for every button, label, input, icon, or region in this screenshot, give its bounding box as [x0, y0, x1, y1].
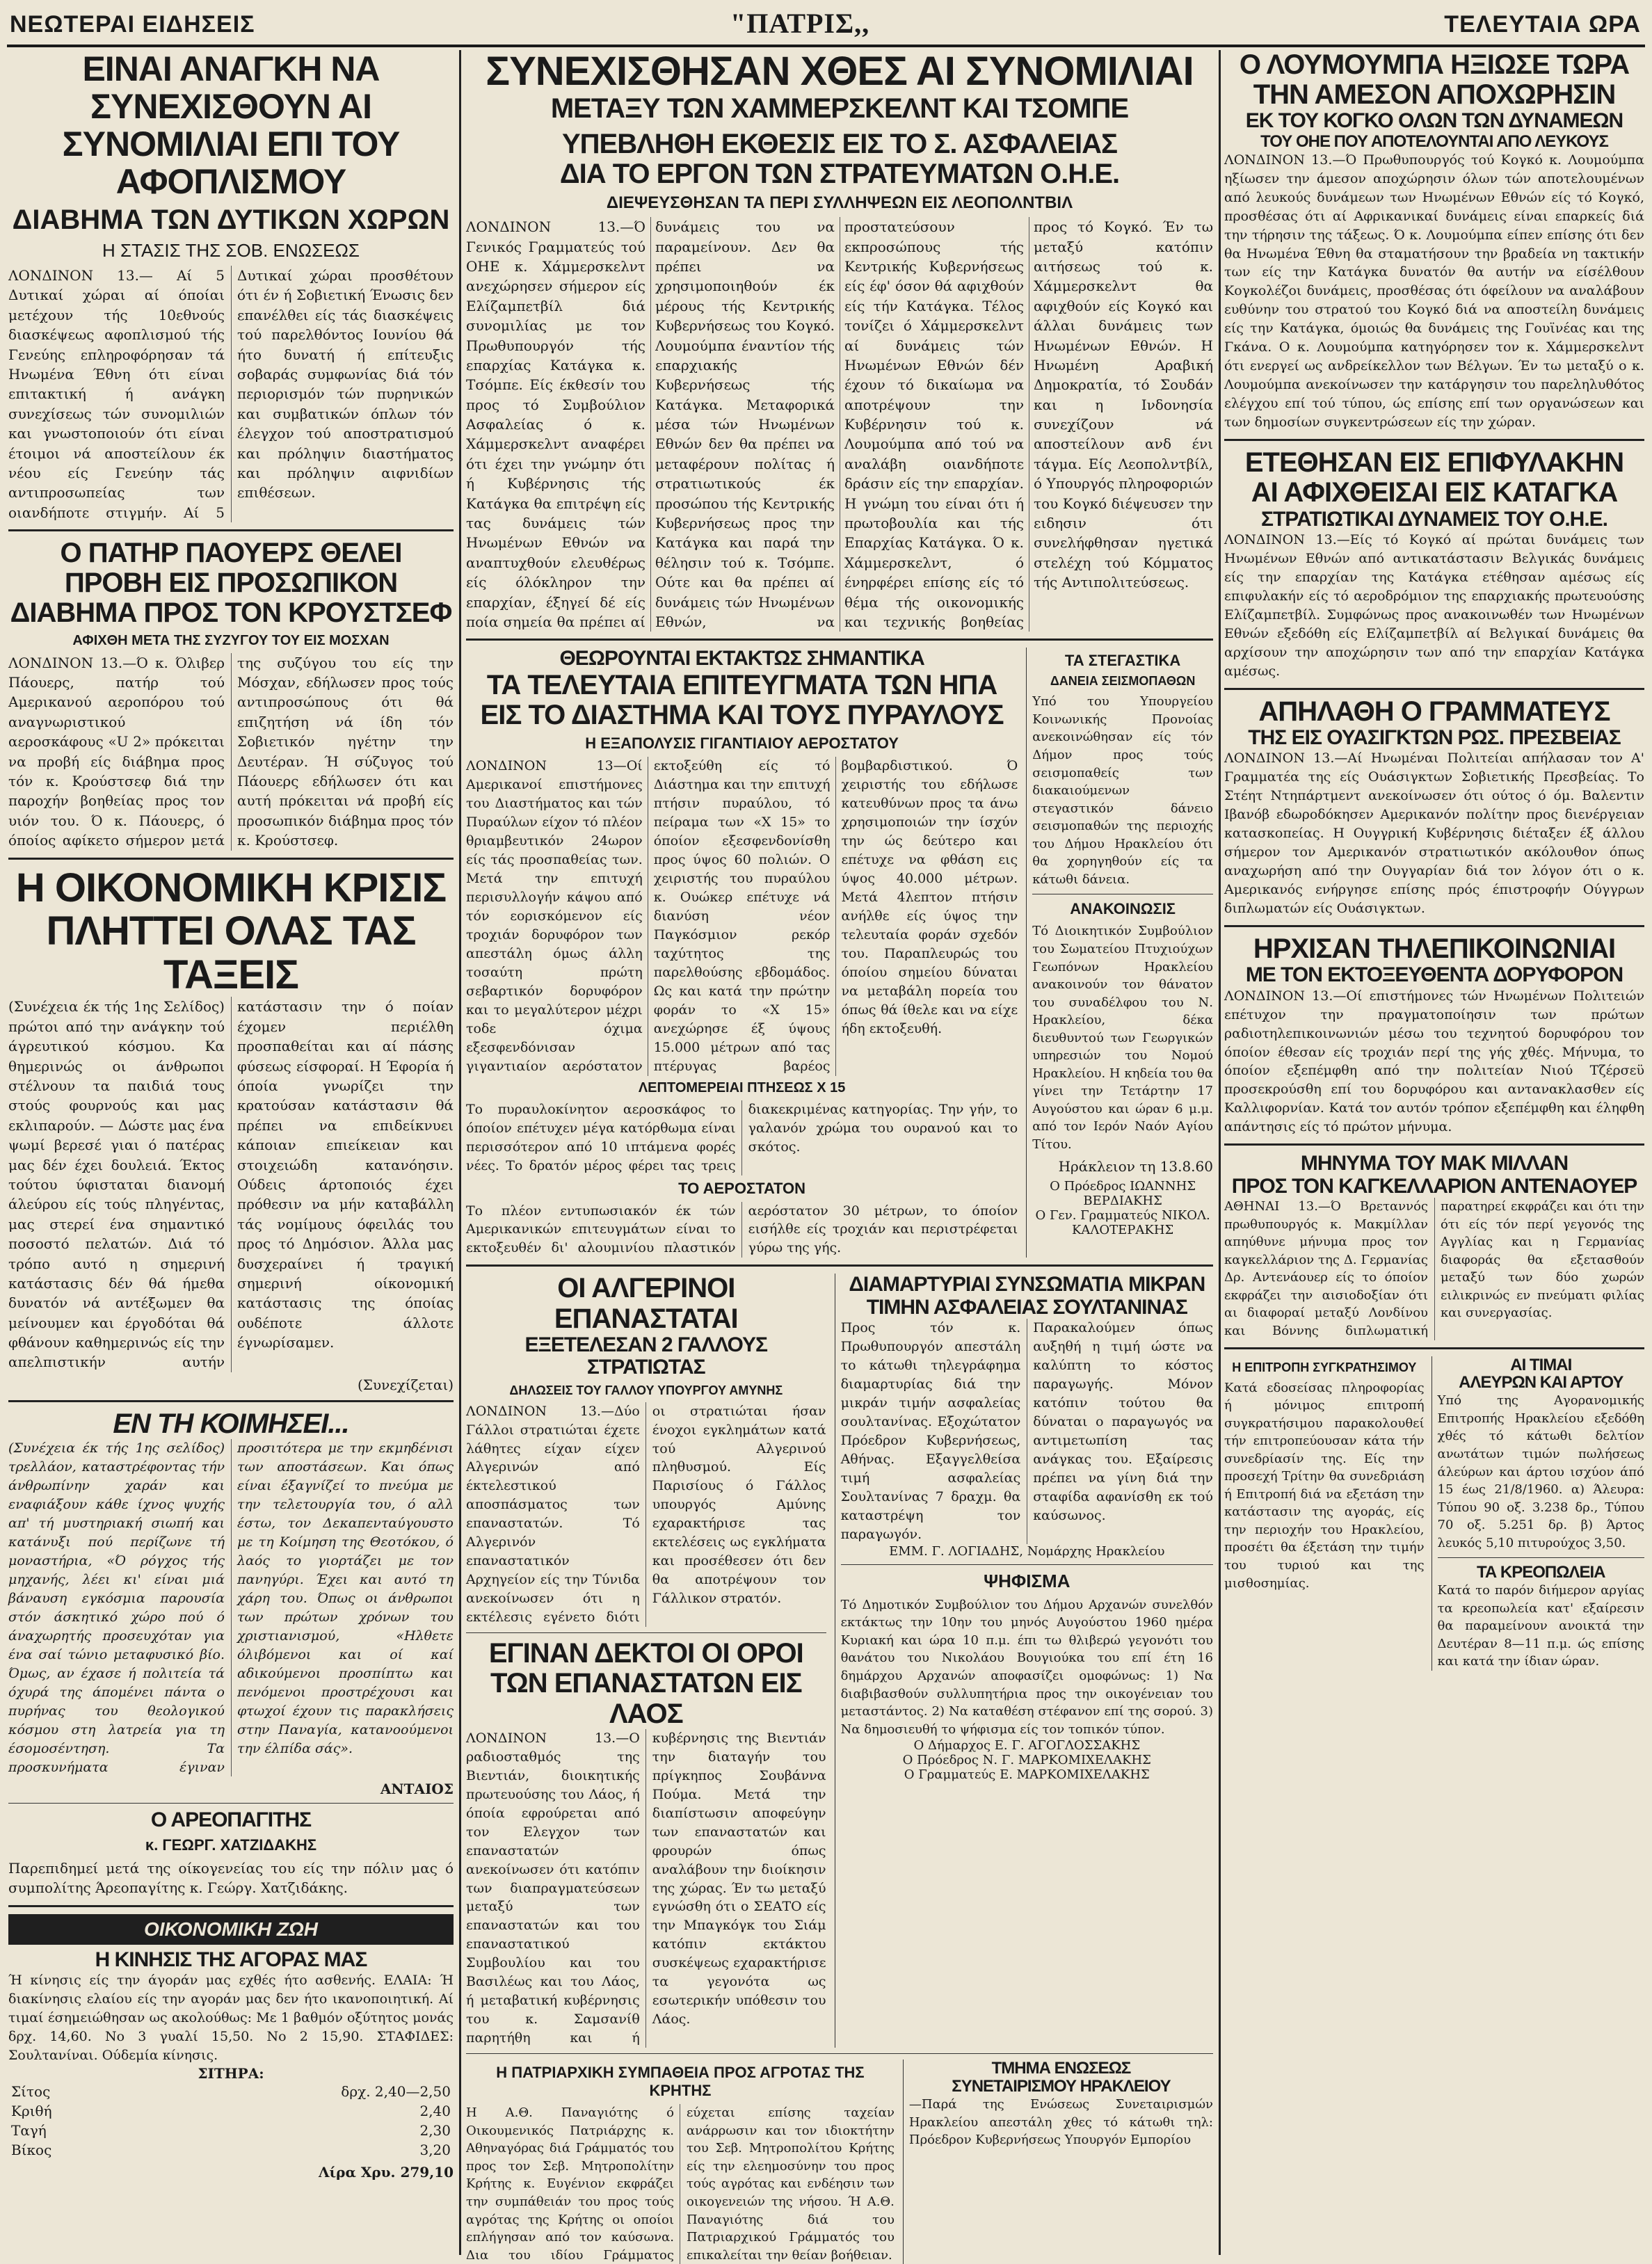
- article-body: ΛΟΝΔΙΝΟΝ 13.—Οί επιστήμονες τών Ηνωμένων Πολιτειών επέτυχον την πραγματοποίησιν των πρώτων ραδιοτηλεπικοινωνιών μέσω του τεχνητού δορυφόρου τον όποίον έθεσαν είς τροχιάν περί της γής χθές. Μήνυμα, το όποίον εξεπέμφθη από την πολιτείαν Νιού Τζέρσεϋ προσεκρούσθη επί του δορυφόρου και αντανακλασθεν είς Καλλιφορνίαν. Κατά τον αυτόν τρόπον εξεπέμφθη και έληφθη απάντησις είς τό πρώτον μήνυμα.: [1224, 988, 1644, 1135]
- column-rule: [1219, 50, 1221, 2255]
- headline-macmillan-2: ΠΡΟΣ ΤΟΝ ΚΑΓΚΕΛΛΑΡΙΟΝ ΑΝΤΕΝΑΟΥΕΡ: [1231, 1174, 1637, 1198]
- headline-telecom-2: ΜΕ ΤΟΝ ΕΚΤΟΞΕΥΘΕΝΤΑ ΔΟΡΥΦΟΡΟΝ: [1245, 963, 1623, 987]
- subheadline: ΤΟ ΑΕΡΟΣΤΑΤΟΝ: [678, 1179, 806, 1197]
- article-body: ΛΟΝΔΙΝΟΝ 13.—Είς τό Κογκό αί πρώται δυνάμεις των Ηνωμένων Εθνών από αντικατάστασιν Βελγικάς δυνάμεις είς την επαρχίαν της Κατάγκα ετέθησαν αμέσως είς επιφυλακήν είς τό αεροδρόμιον της επαρχιακής πρωτευούσης Ελίζαμπετβίλ. Συμφώνως προς ανακοινωθέν των Ηνωμένων Εθνών εξεδόθη είς Ελίζαμπετβίλ αί Βελγικαί δυνάμεις θα αρχίσουν την αποχώρησιν των από την επαρχίαν Κατάγκα αμέσως.: [1224, 531, 1644, 679]
- article-body: Η Α.Θ. Παναγιότης ό Οικουμενικός Πατριάρχης κ. Αθηναγόρας διά Γράμματός του προς τον Σεβ. Μητροπολίτην Κρήτης κ. Ευγένιον εκφράζει την συμπάθειάν του προς τούς αγρότας της Κρήτης οι οποίοι επλήγησαν από τον καύσωνα. Δια του ιδίου Γράμματος εύχεται επίσης ταχείαν ανάρρωσιν και τον ιδιοκτήτην του Σεβ. Μητροπολίτου Κρήτης είς την ελεημοσύνην του προς τούς αγρότας και ενδέησιν των οικογενειών της νήσου. Ή Α.Θ. Παναγιότης διά του Πατριαρχικού Γράμματός του επικαλείται την θείαν βοήθειαν.: [466, 2105, 895, 2263]
- divider: [8, 1905, 454, 1907]
- headline-telecom: ΗΡΧΙΣΑΝ ΤΗΛΕΠΙΚΟΙΝΩΝΙΑΙ: [1253, 933, 1616, 965]
- headline-lumumba-3: ΕΚ ΤΟΥ ΚΟΓΚΟ ΟΛΩΝ ΤΩΝ ΔΥΝΑΜΕΩΝ: [1245, 109, 1623, 133]
- signature: Ο Γεν. Γραμματεύς ΝΙΚΟΛ. ΚΑΛΟΤΕΡΑΚΗΣ: [1035, 1207, 1210, 1237]
- table-row: Σίτος δρχ. 2,40—2,50: [11, 2082, 451, 2100]
- gold-price: Λίρα Χρυ. 279,10: [318, 2163, 454, 2181]
- headline-vote: ΨΗΦΙΣΜΑ: [984, 1570, 1070, 1591]
- divider: [1224, 688, 1644, 690]
- headline-patriarch: Η ΠΑΤΡΙΑΡΧΙΚΗ ΣΥΜΠΑΘΕΙΑ ΠΡΟΣ ΑΓΡΟΤΑΣ ΤΗΣ ΚΡΗΤΗΣ: [496, 2064, 865, 2100]
- article-body: ΛΟΝΔΙΝΟΝ 13—Οί Αμερικανοί επιστήμονες του Διαστήματος και τών Πυραύλων είχον τό πλέον θριαμβευτικόν 24ωρον είς τάς προσπαθείας των. Μετά την επιτυχή περισυλλογήν κάψου από τόν εορισκόμενον είς τροχιάν δορυφόρον των απεστάλη όμως άλλη τοσαύτη πρώτη σεβαρτικόν δορυφόρον και το μεγαλύτερον μέχρι τοδε όχιμα εξεσφενδόνισαν γιγαντιαίον αερόστατον εκτοξεύθη είς τό Διάστημα και την επιτυχή πτήσιν πυραύλου, τό πείραμα των «Χ 15» το όποίον εξεσφενδονίσθη προς ύψος 60 πολιών. Ο χειριστής του πυραύλου κ. Ουώκερ επέτυχε νά διανύση νέον Παγκόσμιον ρεκόρ ταχύτητος της παρελθούσης εβδομάδος. Ως και κατά την πρώτην φοράν το «Χ 15» ανεχώρησε έξ ύψους 15.000 μέτρων από τας πτέρυγας βαρέος βομβαρδιστικού. Ό χειριστής του εδήλωσε κατευθύνων προς τα άνω χρησιμοποιών την ίσχύν την ώς δεύτερο και επέτυχε να φθάση εις ύψος 40.000 μέτρων. Μετά 4λεπτον πτήσιν ανήλθε είς ύψος την τελευταία φοράν σχεδόν του. Παραπλευρώς του όποίου σημείου δύναται να μεταβάλη πορεία του όπως θά ίθελε και να είχε ήδη εκτοξευθή.: [466, 758, 1018, 1074]
- headline-powers: Ο ΠΑΤΗΡ ΠΑΟΥΕΡΣ ΘΕΛΕΙ ΠΡΟΒΗ ΕΙΣ ΠΡΟΣΩΠΙΚΟΝ ΔΙΑΒΗΜΑ ΠΡΟΣ ΤΟΝ ΚΡΟΥΣΤΣΕΦ: [10, 538, 452, 629]
- article-body: Το πλέον εντυπωσιακόν έκ τών Αμερικανικών επιτευγμάτων είναι το εκτοξευθέν δι' αλουμινίου πλαστικόν αερόστατον 30 μέτρων, το όποίον εισήλθε είς τροχιάν και περιστρέφεται γύρω της γής.: [466, 1203, 1018, 1256]
- headline-disarmament: ΕΙΝΑΙ ΑΝΑΓΚΗ ΝΑ ΣΥΝΕΧΙΣΘΟΥΝ ΑΙ ΣΥΝΟΜΙΛΙΑΙ ΕΠΙ ΤΟΥ ΑΦΟΠΛΙΣΜΟΥ: [62, 49, 400, 201]
- masthead-title: "ΠΑΤΡΙΣ,,: [730, 8, 870, 39]
- column-center: [466, 50, 1213, 2264]
- article-body: ΑΘΗΝΑΙ 13.—Ό Βρεταννός πρωθυπουργός κ. Μακμίλλαν απηύθυνε μήνυμα προς τον καγκελλάριον της Δ. Γερμανίας Δρ. Αντενάουερ είς το όποίον εκφράζει την αισιοδοξίαν ότι αι διαφοραί μεταξύ Λονδίνου και Βόννης διπλωματική παρατηρεί εκφράζει και ότι την ότι είς τόν περί γεγονός της Αγγλίας και η Γερμανίας διαφοράς θα εξετασθούν μεταξύ των δύο χωρών ειλικρινώς εν πνεύματι φιλίας και συνεργασίας.: [1224, 1199, 1644, 1338]
- headline-talks: ΣΥΝΕΧΙΣΘΗΣΑΝ ΧΘΕΣ ΑΙ ΣΥΝΟΜΙΛΙΑΙ: [486, 49, 1194, 94]
- headline-talks-2: ΜΕΤΑΞΥ ΤΩΝ ΧΑΜΜΕΡΣΚΕΛΝΤ ΚΑΙ ΤΣΟΜΠΕ: [550, 93, 1129, 124]
- headline-space-2: ΤΑ ΤΕΛΕΥΤΑΙΑ ΕΠΙΤΕΥΓΜΑΤΑ ΤΩΝ ΗΠΑ: [486, 669, 997, 700]
- subheadline: ΔΑΝΕΙΑ ΣΕΙΣΜΟΠΑΘΩΝ: [1050, 674, 1196, 689]
- headline-sultanina: ΔΙΑΜΑΡΤΥΡΙΑΙ ΣΥΝΣΩΜΑΤΙΑ ΜΙΚΡΑΝ: [849, 1273, 1205, 1296]
- divider: [8, 1400, 454, 1402]
- headline-lumumba-2: ΤΗΝ ΑΜΕΣΟΝ ΑΠΟΧΩΡΗΣΙΝ: [1253, 79, 1616, 111]
- article-body: Υπό της Αγορανομικής Επιτροπής Ηρακλείου εξεδόθη χθές τό κάτωθι δελτίον ανωτάτων τιμών πωλήσεως άλεύρων και άρτου ισχύον άπό 15 έως 21/8/1960. α) Άλευρα: Τύπου 90 οξ. 3.238 δρ., Τύπου 70 οξ. 5.251 δρ. β) Άρτος λευκός 5,10 πιτυρούχος 3,50.: [1437, 1393, 1644, 1550]
- article-body: (Συνέχεια έκ τής 1ης Σελίδος) πρώτοι από την ανάγκην τού άγρευτικού κόσμου. Κα θημερινώς οι άνθρωποι στέλνουν τα παιδιά τους στούς φουρνούς και μας εκλιπαρούν. — Δώστε μας ένα ψωμί βερεσέ γιαι ό πατέρας μας δέν έχει δουλειά. Έκτος τούτου ύφισταται διανομή άλεύρου είς τούς πληγέντας, μας στερεί ένα σημαντικό ποσοστό πελατών. Διά τό τρόπο αυτό η σημερινή κατάστασις δέν θά ήμεθα δυνατόν νά αντέξωμεν θα μείνουμεν και έργοδόται θά φθάνουν καθημερινώς είς την απελπιστικήν αυτήν κατάστασιν την ό ποίαν έχομεν περιέλθη προσπαθείται και αί πάσης φύσεως είσφοραί. Η Έφορία ή όποία γνωρίζει την κρατούσαν κατάστασιν θά πρέπει να επιδείκνυει κάποιαν επιείκειαν και στοιχειώδη κατανόησιν. Ούδεις άρτοποιός έχει πρόθεσιν να μήν καταβάλλη τάς νομίμους όφειλάς του προς τό Δημόσιον. Άλλα μας δυσχεραίνει ή τραγική σημερινή οίκονομική κατάστασις της όποίας ουδέποτε άλλοτε έγνωρίσαμεν.: [8, 998, 454, 1371]
- grain-header: ΣΙΤΗΡΑ:: [198, 2064, 264, 2082]
- headline-expelled: ΑΠΗΛΑΘΗ Ο ΓΡΑΜΜΑΤΕΥΣ: [1258, 696, 1610, 727]
- signature: Ο Γραμματεύς Ε. ΜΑΡΚΟΜΙΧΕΛΑΚΗΣ: [904, 1767, 1150, 1783]
- divider: [1224, 439, 1644, 441]
- article-body: ΛΟΝΔΙΝΟΝ 13.—Ο ραδιοσταθμός της Βιεντιάν, διοικητικής πρωτευούσης του Λάος, ή όποία εφρούρεται από τον Ελεγχον των επαναστατών ανεκοίνωσεν ότι κατόπιν των διαπραγματεύσεων μεταξύ των επαναστατών και του επαναστατικού Συμβουλίου και του Βασιλέως και του Λάος, ή μεταβατική κυβέρνησις του κ. Σαμσανίθ παρητήθη και ή κυβέρνησις της Βιεντιάν την διαταγήν του πρίγκηπος Σουβάννα Πούμα. Μετά την διαπίστωσιν αποφεύγην των επαναστατών και φρουρών όπως αναλάβουν την διοίκησιν της χώρας. Έν τω μεταξύ εγνώσθη ότι ο ΣΕΑΤΟ είς την Μπαγκόγκ του Σιάμ κατόπιν εκτάκτου συσκέψεως εχαρακτήρισε τα γεγονότα ως εσωτερικήν υπόθεσιν του Λάος.: [466, 1730, 826, 2046]
- headline-algeria-2: ΕΞΕΤΕΛΕΣΑΝ 2 ΓΑΛΛΟΥΣ ΣΤΡΑΤΙΩΤΑΣ: [524, 1333, 768, 1379]
- headline-sultanina-2: ΤΙΜΗΝ ΑΣΦΑΛΕΙΑΣ ΣΟΥΛΤΑΝΙΝΑΣ: [866, 1295, 1187, 1319]
- subheadline: ΔΗΛΩΣΕΙΣ ΤΟΥ ΓΑΛΛΟΥ ΥΠΟΥΡΓΟΥ ΑΜΥΝΗΣ: [509, 1383, 783, 1397]
- headline-space: ΘΕΩΡΟΥΝΤΑΙ ΕΚΤΑΚΤΩΣ ΣΗΜΑΝΤΙΚΑ: [559, 647, 924, 671]
- headline-butchers: ΤΑ ΚΡΕΟΠΩΛΕΙΑ: [1477, 1563, 1605, 1582]
- divider: [1224, 925, 1644, 927]
- subheadline: Η ΣΤΑΣΙΣ ΤΗΣ ΣΟΒ. ΕΝΩΣΕΩΣ: [102, 240, 360, 261]
- signature: Ο Δήμαρχος Ε. Γ. ΑΓΟΓΛΟΣΣΑΚΗΣ: [913, 1738, 1141, 1753]
- column-rule: [459, 50, 461, 2255]
- divider: [466, 1632, 826, 1633]
- article-body: Υπό του Υπουργείου Κοινωνικής Προνοίας ανεκοινώθησαν είς τόν Δήμον προς τούς σεισμοπαθείς των διακαιούμενων στεγαστικόν δάνειο σεισμοπαθών της περιοχής του Δήμου Ηρακλείου ότι θα χορηγηθούν είς τα κάτωθι δάνεια.: [1032, 694, 1213, 887]
- headline-laos: ΕΓΙΝΑΝ ΔΕΚΤΟΙ ΟΙ ΟΡΟΙ: [488, 1638, 803, 1669]
- divider: [8, 529, 454, 531]
- headline-prices: ΑΙ ΤΙΜΑΙ: [1510, 1355, 1572, 1374]
- headline-laos-2: ΤΩΝ ΕΠΑΝΑΣΤΑΤΩΝ ΕΙΣ ΛΑΟΣ: [490, 1668, 802, 1729]
- headline-expelled-2: ΤΗΣ ΕΙΣ ΟΥΑΣΙΓΚΤΩΝ ΡΩΣ. ΠΡΕΣΒΕΙΑΣ: [1248, 725, 1621, 749]
- article-body: ΛΟΝΔΙΝΟΝ 13.—Δύο Γάλλοι στρατιώται έχετε λάθητες είχαν είχεν Αλγερινών από έκτελεστικού αποσπάσματος των επαναστατών. Τό Αλγερινόν επαναστατικόν Αρχηγείον είς την Τύνιδα ανεκοίνωσεν ότι η εκτέλεσις εγένετο διότι οι στρατιώται ήσαν ένοχοι εγκλημάτων κατά τού Αλγερινού πληθυσμού. Είς Παρισίους ό Γάλλος υπουργός Αμύνης εχαρακτήρισε τας εκτελέσεις ως εγκλήματα και προσέθεσεν ότι δεν θα αποτρέψουν τον Γάλλικον στρατόν.: [466, 1403, 826, 1625]
- subheadline: Η ΕΞΑΠΟΛΥΣΙΣ ΓΙΓΑΝΤΙΑΙΟΥ ΑΕΡΟΣΤΑΤΟΥ: [585, 734, 899, 753]
- article-body: ΛΟΝΔΙΝΟΝ 13.—Ό Γενικός Γραμματεύς τού ΟΗΕ κ. Χάμμερσκελντ ανεχώρησεν σήμερον είς Ελίζαμπετβίλ διά συνομιλίας με τον Πρωθυπουργόν τής επαρχίας Κατάγκα κ. Τσόμπε. Είς έκθεσίν του προς τό Συμβούλιον Ασφαλείας ό κ. Χάμμερσκελντ αναφέρει ότι έχει την γνώμην ότι ή Κυβέρνησις τής Κατάγκα θα επιτρέψη είς τας δυνάμεις τών Ηνωμένων Εθνών να αναπτυχθούν ελευθέρως είς όλόκληρον την επαρχίαν, έξηγεί δέ είς ποία σημεία θα πρέπει αί δυνάμεις του να παραμείνουν. Δεν θα πρέπει να χρησιμοποιηθούν έκ μέρους τής Κεντρικής Κυβερνήσεως του Κογκό. Λουμούμπα έναντίον τής επαρχιακής Κυβερνήσεως τής Κατάγκα. Μεταφορικά μέσα τών Ηνωμένων Εθνών δεν θα πρέπει να μεταφέρουν πολίτας ή στρατιωτικούς έκ προσώπου τής Κεντρικής Κυβερνήσεως προς την Κατάγκα και παρά την θέλησιν τού κ. Τσόμπε. Ούτε και θα πρέπει αί δυνάμεις τών Ηνωμένων Εθνών, να προστατεύσουν εκπροσώπους τής Κεντρικής Κυβερνήσεως είς έφ' όσον θά αφιχθούν είς τήν Κατάγκα. Τέλος τονίζει ό Χάμμερσκελντ αί δυνάμεις τών Ηνωμένων Εθνών δέν έχουν τό δικαίωμα να αποτρέψουν την Κυβέρνησιν τού κ. Λουμούμπα από τού να αναλάβη οιανδήποτε δράσιν είς την επαρχίαν. Η γνώμη του είναι ότι ή πρωτοβουλία και τής Επαρχίας Κατάγκα. Ό κ. Χάμμερσκελντ, ό ένηρφέρει επίσης είς τό θέμα τής οικονομικής και τεχνικής βοηθείας προς τό Κογκό. Έν τω μεταξύ κατόπιν αιτήσεως τού κ. Χάμμερσκελντ θα αφιχθούν είς Κογκό και άλλαι δυνάμεις των Ηνωμένων Εθνών. Η Ηνωμένη Αραβική Δημοκρατία, τό Σουδάν και η Ινδονησία συνεχίζουν νά αποστείλουν ανδ ένι τάγμα. Είς Λεοπολντβίλ, ό Υπουργός πληροφοριών του Κογκό διέψευσεν την ειδησιν ότι συνελήφθησαν ηγετικά στελέχη τού Κόμματος τής Αντιπολιτεύσεως.: [466, 218, 1213, 630]
- article-body: ΛΟΝΔΙΝΟΝ 13.— Αί 5 Δυτικαί χώραι αί όποίαι μετέχουν τής 10εθνούς διασκέψεως αφοπλισμού τής Γενεύης επληροφόρησαν τά Ηνωμένα Έθνη ότι είναι επιτακτική ή ανάγκη συνεχίσεως τών συνομιλιών και γνωστοποιούν ότι είναι έτοιμοι νά αποστείλουν έκ νέου είς Γενεύην τάς αντιπροσωπείας των οιανδήποτε στιγμήν. Αί 5 Δυτικαί χώραι προσθέτουν ότι έν ή Σοβιετική Ένωσις δεν επανέλθει είς τάς διασκέψεις τού παρελθόντος Ιουνίου θά ήτο δυνατή ή επίτευξις σοβαράς συμφωνίας διά τόν περιορισμόν τών πυρηνικών και συμβατικών όπλων τόν έλεγχον τού αποστρατισμού και πρόληψιν διαστήματος και πρόληψιν αιφνιδίων επιθέσεων.: [8, 267, 454, 521]
- subheadline: ΛΕΠΤΟΜΕΡΕΙΑΙ ΠΤΗΣΕΩΣ Χ 15: [638, 1079, 846, 1095]
- headline-union: ΤΜΗΜΑ ΕΝΩΣΕΩΣ: [991, 2059, 1131, 2078]
- article-body: Τό Δημοτικόν Συμβούλιον του Δήμου Αρχανών συνελθόν εκτάκτως την 10ην του μηνός Αυγούστου 1960 ημέρα Κυριακή και ώρα 10 π.μ. έπι τω θλιβερώ γεγονότι του θανάτου του Νικολάου Βουγιούκα του επί έτη 16 δημάρχου Αρχανών αποφασίζει ομοφώνως: 1) Να διαβιβασθούν συλλυπητήρια προς την οικογένειαν του μεταστάντος. 2) Να καταθέση στέφανον επί της σορού. 3) Να δημοσιευθή το ψήφισμα είς τον τοπικόν τύπον.: [840, 1597, 1213, 1737]
- headline-algeria: ΟΙ ΑΛΓΕΡΙΝΟΙ ΕΠΑΝΑΣΤΑΤΑΙ: [554, 1273, 738, 1334]
- signature: Ο Πρόεδρος ΙΩΑΝΝΗΣ ΒΕΡΔΙΑΚΗΣ: [1050, 1178, 1196, 1208]
- subheadline: κ. ΓΕΩΡΓ. ΧΑΤΖΙΔΑΚΗΣ: [145, 1836, 317, 1854]
- article-body: (Συνέχεια έκ τής 1ης σελίδος) τρελλάον, καταστρέφοντας τήν άνθρωπίνην χαράν και εναφιάξουν κάθε ίχνος ψυχής απ' τή μυστηριακή σιωπή και κατάνυξι πού περίζωνε τή μοναστήρια, «Ό ρόγχος τής μηχανής, λέει κι' είναι μιά βάναυση εγκόσμια παρουσία στόν άσκητικό χώρο πού ό άναχωρητής προσευχόταν για ένα σαί τώνιο μεταφυσικό βίο. Όμως, αν έχασε ή πολιτεία τά όχυρά της άπομένει πάντα ο πυρήνας του θεολογικού κόσμου στη λατρεία για τη έσομοσέντηση. Τα προσκυνήματα έγιναν προσιτότερα με την εκμηδένισι των αποστάσεων. Και όπως είναι έξαγνίζεί το πνεύμα με την τελετουργία του, ό αλλ έστω, τον Δεκαπενταύγουστο με τη Κοίμηση της Θεοτόκου, ό λαός το γιορτάζει με τον πανηγύρι. Έχει και αυτό τη χάρη του. Όπως οι άνθρωποι των πρώτων χρόνων του χριστιανισμού, «Ηλθετε όλιβόμενοι και οί καί αδικούμενοι προσπίπτω και πενόμενοι προστρέχουσι και φτωχοί έχουν τις παρακλήσεις στην Παναγία, κατανοούμενοι την έλπίδα σάς».: [8, 1440, 454, 1775]
- article-body: Κατά το παρόν διήμερον αργίας τα κρεοπωλεία κατ' εξαίρεσιν θα παραμείνουν ανοικτά την Δευτέραν 8—11 π.μ. ώς επίσης και κατά την ίδιαν ώραν.: [1437, 1583, 1644, 1669]
- headline-union-2: ΣΥΝΕΤΑΙΡΙΣΜΟΥ ΗΡΑΚΛΕΙΟΥ: [952, 2077, 1171, 2096]
- article-union: [903, 2060, 1213, 2264]
- article-body: ΛΟΝΔΙΝΟΝ 13.—Αί Ηνωμέναι Πολιτείαι απήλασαν τον Α' Γραμματέα της είς Ουάσιγκτων Σοβιετικής Πρεσβείας. Το Στέητ Ντηπάρτμεντ ανεκοίνωσεν ότι ούτος ό όμ. Βαλεντιν Ιβανόβ εδωροδόκησεν Αμερικανόν πολίτην προς διενέργειαν κατασκοπείας. Η Ουγγρική Κυβέρνησις διέταξεν έξ άλλου σήμερον τον Αμερικανόν στρατιωτικόν ακόλουθον όπως αναχωρήση από την Ουγγαρίαν διά τον λόγον ότι ο κ. Αμερικανός ενήργησε επίσης πρός έπιστροφήν Ούγγρων διπλωματών είς Ουάσιγκτων.: [1224, 750, 1644, 917]
- headline-committee: Η ΕΠΙΤΡΟΠΗ ΣΥΓΚΡΑΤΗΣΙΜΟΥ: [1232, 1360, 1417, 1374]
- headline-notice: ΑΝΑΚΟΙΝΩΣΙΣ: [1070, 900, 1176, 918]
- headline-alert-3: ΣΤΡΑΤΙΩΤΙΚΑΙ ΔΥΝΑΜΕΙΣ ΤΟΥ Ο.Η.Ε.: [1260, 507, 1608, 531]
- signature: Ο Πρόεδρος Ν. Γ. ΜΑΡΚΟΜΙΧΕΛΑΚΗΣ: [902, 1753, 1151, 1768]
- divider: [841, 1564, 1213, 1565]
- divider: [466, 1265, 1213, 1267]
- headline-lumumba-4: ΤΟΥ ΟΗΕ ΠΟΥ ΑΠΟΤΕΛΟΥΝΤΑΙ ΑΠΟ ΛΕΥΚΟΥΣ: [1260, 131, 1608, 151]
- row-bottom: [466, 2060, 1213, 2264]
- table-row: Κριθή 2,40: [11, 2102, 451, 2119]
- divider: [1224, 1143, 1644, 1146]
- article-body: Τό Διοικητικόν Συμβούλιον του Σωματείου Πτυχιούχων Γεωπόνων Ηρακλείου ανακοινούν τον θάνατον του συναδέλφου του Ν. Ηρακλείου, δέκα διευθυντού των Γεωργικών υπηρεσιών του Νομού Ηρακλείου. Η κηδεία του θα γίνει την Τετάρτην 17 Αυγούστου και ώραν 6 μ.μ. από τον Ιερόν Ναόν Αγίου Τίτου.: [1032, 924, 1213, 1152]
- subheadline: ΑΦΙΧΘΗ ΜΕΤΑ ΤΗΣ ΣΥΖΥΓΟΥ ΤΟΥ ΕΙΣ ΜΟΣΧΑΝ: [72, 632, 390, 648]
- headline-space-3: ΕΙΣ ΤΟ ΔΙΑΣΤΗΜΑ ΚΑΙ ΤΟΥΣ ΠΥΡΑΥΛΟΥΣ: [480, 699, 1004, 730]
- article-body: Κατά εδοσείσας πληροφορίας ή μόνιμος επιτροπή συγκρατήσιμου παρακολουθεί τήν επιτροπεύουσαν κάτα τήν συνεδρίασίν της. Είς την προσεχή Τρίτην θα συνεδριάση ή Επιτροπή διά να εξετάση την κατάστασιν της αγοράς, είς την περιοχήν του Ηρακλείου, προσέτι θα έξετάση την τιμήν του τυριού και της μισθοσημίας.: [1224, 1380, 1425, 1591]
- notice-date: Ηράκλειον τη 13.8.60: [1058, 1157, 1213, 1175]
- signature: ΑΝΤΑΙΟΣ: [380, 1781, 454, 1798]
- lower-left: [466, 1274, 826, 2048]
- article-body: Παρεπιδημεί μετά της οίκογενείας του είς την πόλιν μας ό συμπολίτης Άρεοπαγίτης κ. Γεώργ. Χατζιδάκης.: [8, 1859, 454, 1897]
- section-band: ΟΙΚΟΝΟΜΙΚΗ ΖΩΗ: [8, 1914, 454, 1945]
- headline-alert: ΕΤΕΘΗΣΑΝ ΕΙΣ ΕΠΙΦΥΛΑΚΗΝ: [1244, 447, 1624, 479]
- divider: [1438, 1557, 1644, 1558]
- article-patriarch: [466, 2060, 895, 2264]
- divider: [8, 1803, 454, 1804]
- article-body: Ή κίνησις είς την άγοράν μας εχθές ήτο ασθενής. ΕΛΑΙΑ: Ή διακίνησις ελαίου είς την αγοράν μας δεν ήτο ικανοποιητική. Αί τιμαί έσημειώθησαν ως ακολούθως: Με 1 βαθμόν οξύτητος μονάς δρχ. 14,60. Νο 3 γυαλί 15,50. Νο 2 15,90. ΣΤΑΦΙΔΕΣ: Σουλτανίναι. Ούδεμία κίνησις.: [8, 1973, 454, 2063]
- article-body: ΛΟΝΔΙΝΟΝ 13.—Ό κ. Όλιβερ Πάουερς, πατήρ τού Αμερικανού αεροπόρου τού αναγνωριστικού αεροσκάφους «U 2» πρόκειται να προβή είς διάβημα προς τόν κ. Κρούστσεφ διά την παροχήν βοηθείας προς τον υιόν του. Ό κ. Πάουερς, ό όποίος αφίκετο σήμερον μετά της συζύγου του είς την Μόσχαν, εδήλωσεν προς τούς αντιπροσώπους ότι θά επιζητήση νά ίδη τόν Σοβιετικόν ηγέτην την Δευτέραν. Ή σύζυγος τού Πάουερς εδήλωσεν ότι και αυτή πρόκειται νά προβή είς προσωπικόν διάβημα προς τόν κ. Κρούστσεφ.: [8, 654, 454, 849]
- divider: [8, 858, 454, 860]
- lower-right: [835, 1274, 1213, 2048]
- table-row: Ταγή 2,30: [11, 2121, 451, 2139]
- headline-prices-2: ΑΛΕΥΡΩΝ ΚΑΙ ΑΡΤΟΥ: [1459, 1373, 1623, 1392]
- divider: [466, 2053, 1213, 2054]
- headline-macmillan: ΜΗΝΥΜΑ ΤΟΥ ΜΑΚ ΜΙΛΛΑΝ: [1300, 1152, 1569, 1175]
- headline-lumumba: Ο ΛΟΥΜΟΥΜΠΑ ΗΞΙΩΣΕ ΤΩΡΑ: [1239, 49, 1630, 80]
- subheadline: ΔΙΑΒΗΜΑ ΤΩΝ ΔΥΤΙΚΩΝ ΧΩΡΩΝ: [12, 204, 450, 235]
- article-body: Το πυραυλοκίνητον αεροσκάφος το όποίον επέτυχεν μέγα κατόρθωμα είναι περισσότερον από 10 ιπτάμενα φορές νέες. Το δρατόν μέρος φέρει τας τρεις διακεκριμένας κατηγορίας. Την γήν, το γαλανόν χρώμα του ουρανού και το σκότος.: [466, 1101, 1018, 1173]
- headline-market: Η ΚΙΝΗΣΙΣ ΤΗΣ ΑΓΟΡΑΣ ΜΑΣ: [95, 1948, 367, 1971]
- sidebar-notices: [1026, 648, 1213, 1258]
- masthead: [7, 6, 1645, 47]
- headline-housing: ΤΑ ΣΤΕΓΑΣΤΙΚΑ: [1064, 652, 1181, 670]
- masthead-left: ΝΕΩΤΕΡΑΙ ΕΙΔΗΣΕΙΣ: [10, 11, 255, 38]
- row-space-housing: [466, 648, 1213, 1258]
- headline-report: ΥΠΕΒΛΗΘΗ ΕΚΘΕΣΙΣ ΕΙΣ ΤΟ Σ. ΑΣΦΑΛΕΙΑΣ: [561, 128, 1118, 159]
- masthead-right: ΤΕΛΕΥΤΑΙΑ ΩΡΑ: [1444, 11, 1641, 38]
- article-body: —Παρά της Ενώσεως Συνεταιρισμών Ηρακλείου απεστάλη χθες τό κάτωθι τηλ: Πρόεδρον Κυβερνήσεως Υπουργόν Εμπορίου: [908, 2097, 1213, 2148]
- article-committee: [1224, 1356, 1425, 1671]
- row-lower: [466, 1274, 1213, 2048]
- column-right: [1224, 50, 1644, 1671]
- divider: [1224, 1347, 1644, 1349]
- grain-table: [8, 2082, 454, 2160]
- headline-dormition: ΕΝ ΤΗ ΚΟΙΜΗΣΕΙ...: [113, 1408, 349, 1439]
- subheadline: ΔΙΕΨΕΥΣΘΗΣΑΝ ΤΑ ΠΕΡΙ ΣΥΛΛΗΨΕΩΝ ΕΙΣ ΛΕΟΠΟΛΝΤΒΙΛ: [606, 193, 1073, 213]
- divider: [466, 639, 1213, 641]
- signature: ΕΜΜ. Γ. ΛΟΓΙΑΔΗΣ, Νομάρχης Ηρακλείου: [889, 1543, 1165, 1559]
- headline-alert-2: ΑΙ ΑΦΙΧΘΕΙΣΑΙ ΕΙΣ ΚΑΤΑΓΚΑ: [1251, 477, 1618, 508]
- article-prices: [1432, 1356, 1644, 1671]
- headline-report-2: ΔΙΑ ΤΟ ΕΡΓΟΝ ΤΩΝ ΣΤΡΑΤΕΥΜΑΤΩΝ Ο.Η.Ε.: [559, 159, 1120, 189]
- row-bottom-right: [1224, 1356, 1644, 1671]
- headline-economic-crisis: Η ΟΙΚΟΝΟΜΙΚΗ ΚΡΙΣΙΣ ΠΛΗΤΤΕΙ ΟΛΑΣ ΤΑΣ ΤΑΞΕΙΣ: [15, 865, 447, 997]
- article-body: ΛΟΝΔΙΝΟΝ 13.—Ό Πρωθυπουργός τού Κογκό κ. Λουμούμπα ηξίωσεν την άμεσον αποχώρησιν όλων τών αποτελουμένων από λευκούς δυνάμεων των Ηνωμένων Εθνών είς τό Κογκό, προσθέσας ότι αί Αφρικανικαί δυνάμεις είναι επαρκείς διά την τήρησιν της τάξεως. Ό κ. Λουμούμπα είπεν επίσης ότι δεν θα Ηνωμένα Έθνη θα σταματήσουν την βραδεία νη τακτικήν των είς την Κατάγκα δυνατόν θα αυτήν να είσέλθουν Κογκολέζοι δυνάμεις, προσθέσας ότι όφείλουν να αναλάβουν ευθύνην του στρατού του Κογκό διά να αποστείλη δυνάμεις είς την Κατάγκα, όμοιώς θα δυνάμεις της Γουϊνέας και της Γκάνα. Ο κ. Λουμούμπα κατηγόρησεν τον κ. Χάμμερσκελντ ότι ενεργεί ως ανδρείκελλον των Βέλγων. Έν τω μεταξύ ο κ. Λουμούμπα ανεκοίνωσεν την κατάργησιν του παρεληλυθότος ελέγχου επί τού τύπου, ώς επίσης επί των οργανώσεων και των δημοσίων συγκεντρώσεων είς την χώραν.: [1224, 152, 1644, 431]
- article-space: [466, 648, 1018, 1258]
- column-left: [8, 50, 454, 2185]
- article-body: Προς τόν κ. Πρωθυπουργόν απεστάλη το κάτωθι τηλεγράφημα διαμαρτυρίας διά την μικράν τιμήν ασφαλείας σουλτανίνας. Εξοχώτατον Πρόεδρον Κυβερνήσεως, Αθήνας. Εξαγγελθείσα τιμή ασφαλείας Σουλτανίνας 7 δραχμ. θα καταστρέψη τον παραγωγόν. Παρακαλούμεν όπως αυξηθή η τιμή ώστε να καλύπτη το κόστος παραγωγής. Μόνον κατόπιν τούτου θα δύναται ο παραγωγός να αντιμετωπίση τας ανάγκας του. Εξαίρεσις πρέπει να γίνη διά την σταφίδα αφανίσθη εκ τού καύσωνος.: [840, 1320, 1213, 1542]
- table-row: Βίκος 3,20: [11, 2141, 451, 2158]
- headline-areopagite: Ο ΑΡΕΟΠΑΓΙΤΗΣ: [150, 1808, 312, 1832]
- continued-note: (Συνεχίζεται): [358, 1376, 454, 1393]
